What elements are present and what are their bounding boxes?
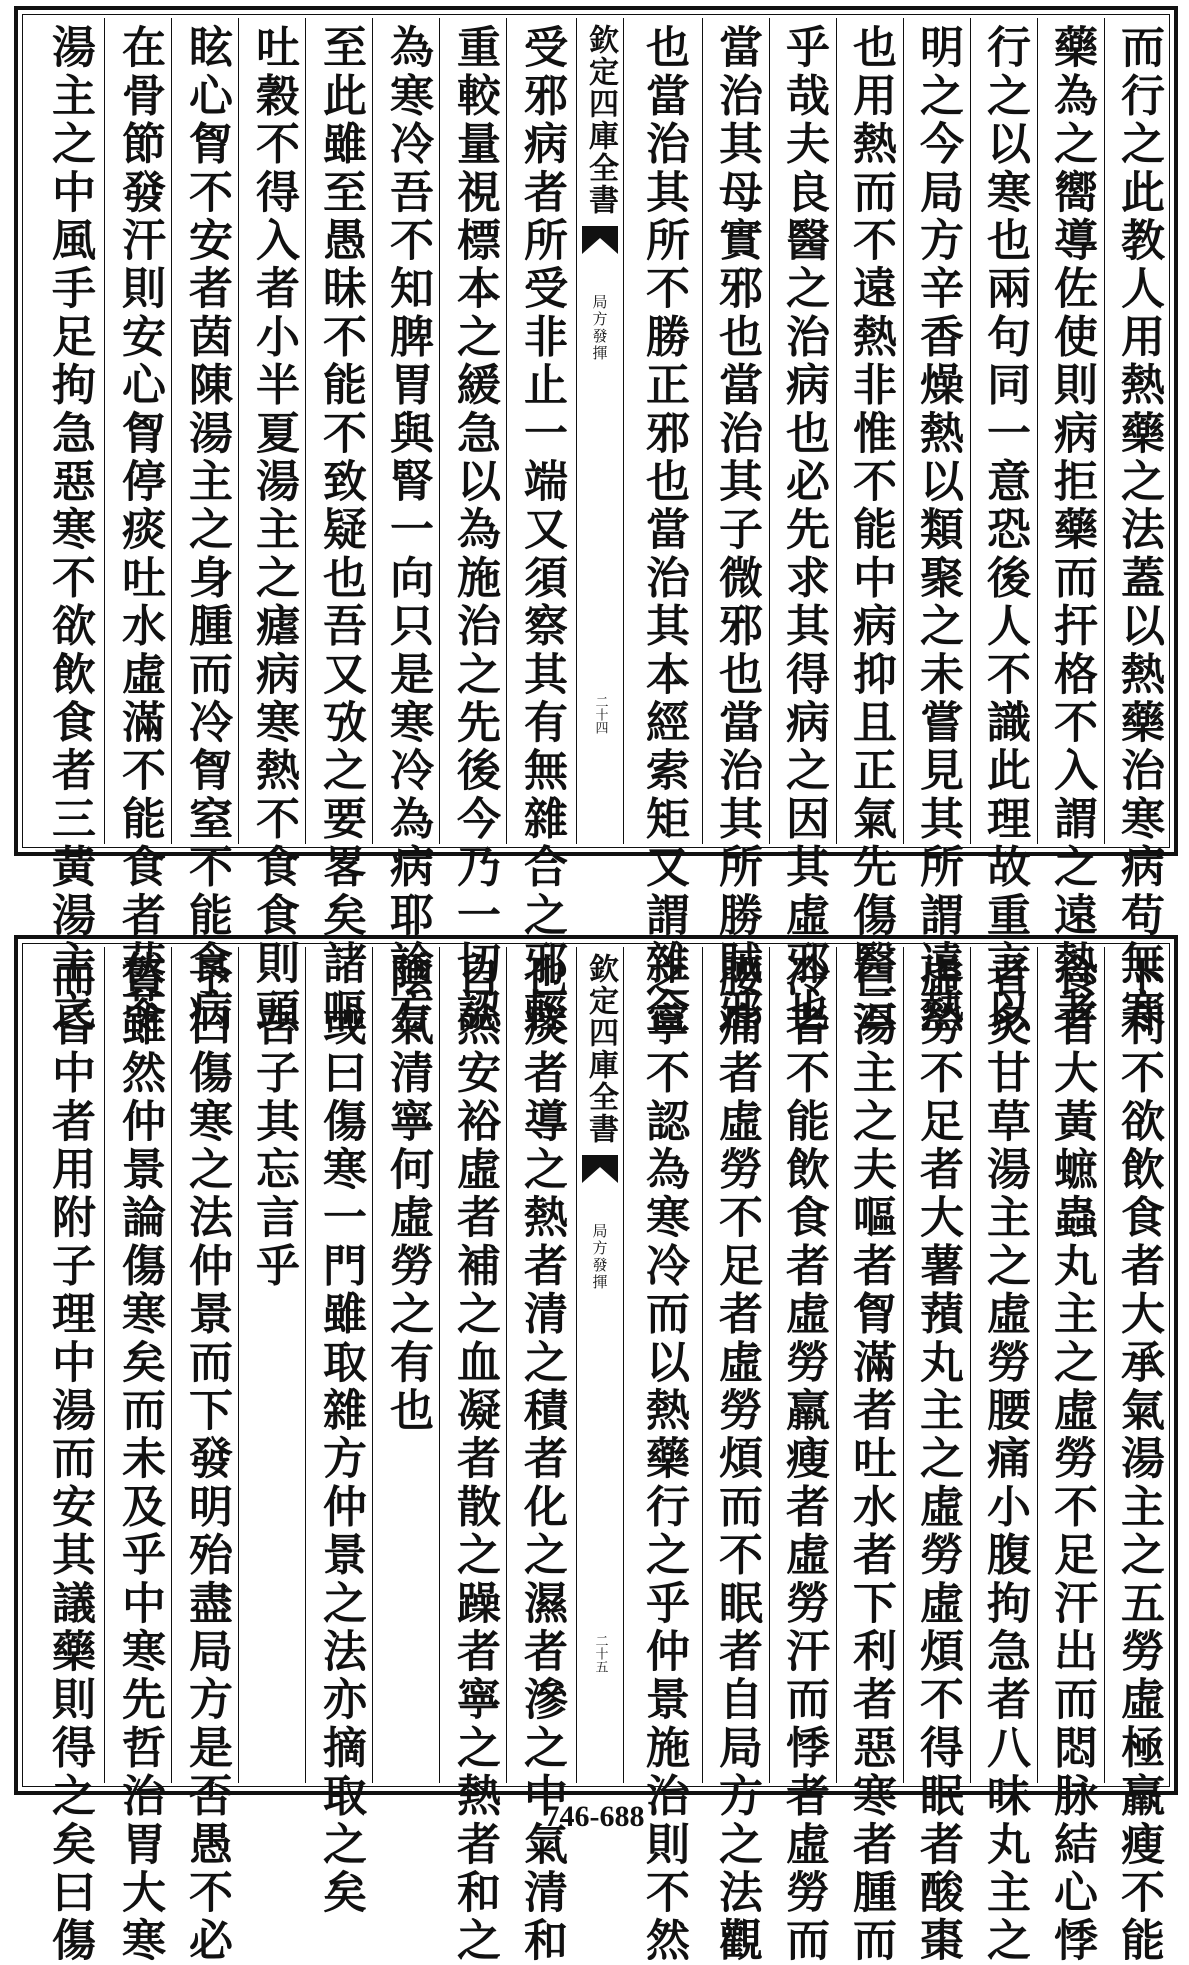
column-text: 冷者不能飲食者虛勞羸瘦者虛勞汗而悸者虛勞而 — [778, 953, 829, 1965]
column-text: 乎哉夫良醫之治病也必先求其得病之因其虛邪也 — [778, 24, 829, 1037]
text-column — [175, 18, 237, 1037]
column-text: 藥為之嚮導佐使則病拒藥而扞格不入謂之遠熱者 — [1046, 24, 1097, 1037]
text-column — [1040, 18, 1102, 1037]
text-column — [242, 18, 304, 1037]
text-column — [632, 18, 694, 1037]
text-column — [772, 947, 834, 1965]
column-text: 予曰傷寒之法仲景而下發明殆盡局方是否愚不必 — [181, 953, 232, 1965]
book-series-title: 欽定四庫全書 — [583, 24, 618, 216]
column-text: 陰氣清寧何虛勞之有也 — [382, 953, 433, 1435]
book-series-title: 欽定四庫全書 — [583, 953, 618, 1145]
text-column — [309, 947, 371, 1917]
center-strip — [576, 18, 624, 844]
column-text: 也當治其所不勝正邪也當治其本經索矩又謂雜合 — [638, 24, 689, 1037]
column-text: 虛勞不足者大薯蕷丸主之虛勞虛煩不得眠者酸棗 — [912, 953, 963, 1965]
page-id-footer: 746-688 — [544, 1800, 645, 1833]
column-text: 湯主之中風手足拘急惡寒不欲飲食者三黃湯主之 — [44, 24, 95, 1037]
column-text: 明之今局方辛香燥熱以類聚之未嘗見其所謂遠熱 — [912, 24, 963, 1037]
fishtail-mark-icon — [582, 226, 618, 254]
page-number: 二十五 — [592, 1634, 608, 1673]
column-text: 者炙甘草湯主之虛勞腰痛小腹拘急者八味丸主之 — [979, 953, 1030, 1965]
text-column — [705, 947, 767, 1965]
column-text: 在骨節發汗則安心胷停痰吐水虛滿不能食者茯苓 — [114, 24, 165, 1037]
center-strip — [576, 947, 624, 1783]
text-column — [108, 947, 170, 1965]
text-column — [973, 18, 1035, 1037]
text-column — [443, 18, 505, 1037]
column-text: 至此雖至愚昧不能不致疑也吾又攷之要畧矣諸嘔 — [315, 24, 366, 1037]
text-column — [242, 947, 304, 1783]
column-text: 下利不欲飲食者大承氣湯主之五勞虛極羸瘦不能 — [1113, 953, 1164, 1965]
text-column — [376, 18, 438, 1037]
text-column — [839, 18, 901, 1037]
text-column — [1040, 947, 1102, 1965]
column-text: 行之以寒也兩句同一意恐後人不識此理故重言以 — [979, 24, 1030, 1037]
text-column — [510, 947, 572, 1965]
column-text: 重較量視標本之緩急以為施治之先後今乃一切認 — [449, 24, 500, 1037]
column-text: 受邪病者所受非止一端又須察其有無雜合之邪輕 — [516, 24, 567, 1037]
top-page — [14, 6, 1178, 1037]
column-text: 而昏中者用附子理中湯而安其議藥則得之矣曰傷 — [44, 953, 95, 1965]
column-text: 吐穀不得入者小半夏湯主之瘧病寒熱不食食則頭 — [248, 24, 299, 1037]
page-number: 二十四 — [592, 695, 608, 734]
column-text: 仁湯主之夫嘔者胷滿者吐水者下利者惡寒者腫而 — [845, 953, 896, 1965]
column-text: 而行之此教人用熱藥之法蓋以熱藥治寒病苟無寒 — [1113, 24, 1164, 1037]
column-text: 自然安裕虛者補之血凝者散之躁者寧之熱者和之 — [449, 953, 500, 1965]
column-text: 食者大黃蟅蟲丸主之虛勞不足汗出而悶脉結心悸 — [1046, 953, 1097, 1965]
column-text: 當治其母實邪也當治其子微邪也當治其所勝賊邪 — [711, 24, 762, 1037]
column-text: 之寧不認為寒冷而以熱藥行之乎仲景施治則不然 — [638, 953, 689, 1965]
text-column — [632, 947, 694, 1965]
column-text: 眩心胷不安者茵陳湯主之身腫而冷胷窒不能食病 — [181, 24, 232, 1037]
text-column — [108, 18, 170, 1037]
fishtail-mark-icon — [582, 1155, 618, 1183]
text-column — [510, 18, 572, 1037]
text-column — [1107, 18, 1169, 1037]
text-column — [38, 947, 100, 1965]
column-text: 也痰者導之熱者清之積者化之濕者滲之中氣清和 — [516, 953, 567, 1965]
text-column — [175, 947, 237, 1965]
column-text: 為寒冷吾不知脾胃與腎一向只是寒冷為病耶論方 — [382, 24, 433, 1037]
text-column — [906, 18, 968, 1037]
text-column — [38, 18, 100, 1037]
text-column — [906, 947, 968, 1965]
column-text: 贅雖然仲景論傷寒矣而未及乎中寒先哲治胃大寒 — [114, 953, 165, 1965]
text-column — [705, 18, 767, 1037]
text-column — [376, 947, 438, 1783]
column-text: 腰痛者虛勞不足者虛勞煩而不眠者自局方之法觀 — [711, 953, 762, 1965]
column-text: 也用熱而不遠熱非惟不能中病抑且正氣先傷醫云 — [845, 24, 896, 1037]
column-text: 或曰傷寒一門雖取雜方仲景之法亦摘取之矣 — [315, 953, 366, 1917]
text-column — [772, 18, 834, 1037]
text-column — [443, 947, 505, 1965]
text-column — [973, 947, 1035, 1965]
book-name: 局方發揮 — [590, 1223, 609, 1291]
column-text: 吾子其忘言乎 — [248, 953, 299, 1291]
text-column — [1107, 947, 1169, 1965]
text-column — [839, 947, 901, 1965]
book-name: 局方發揮 — [590, 294, 609, 362]
text-column — [309, 18, 371, 1037]
